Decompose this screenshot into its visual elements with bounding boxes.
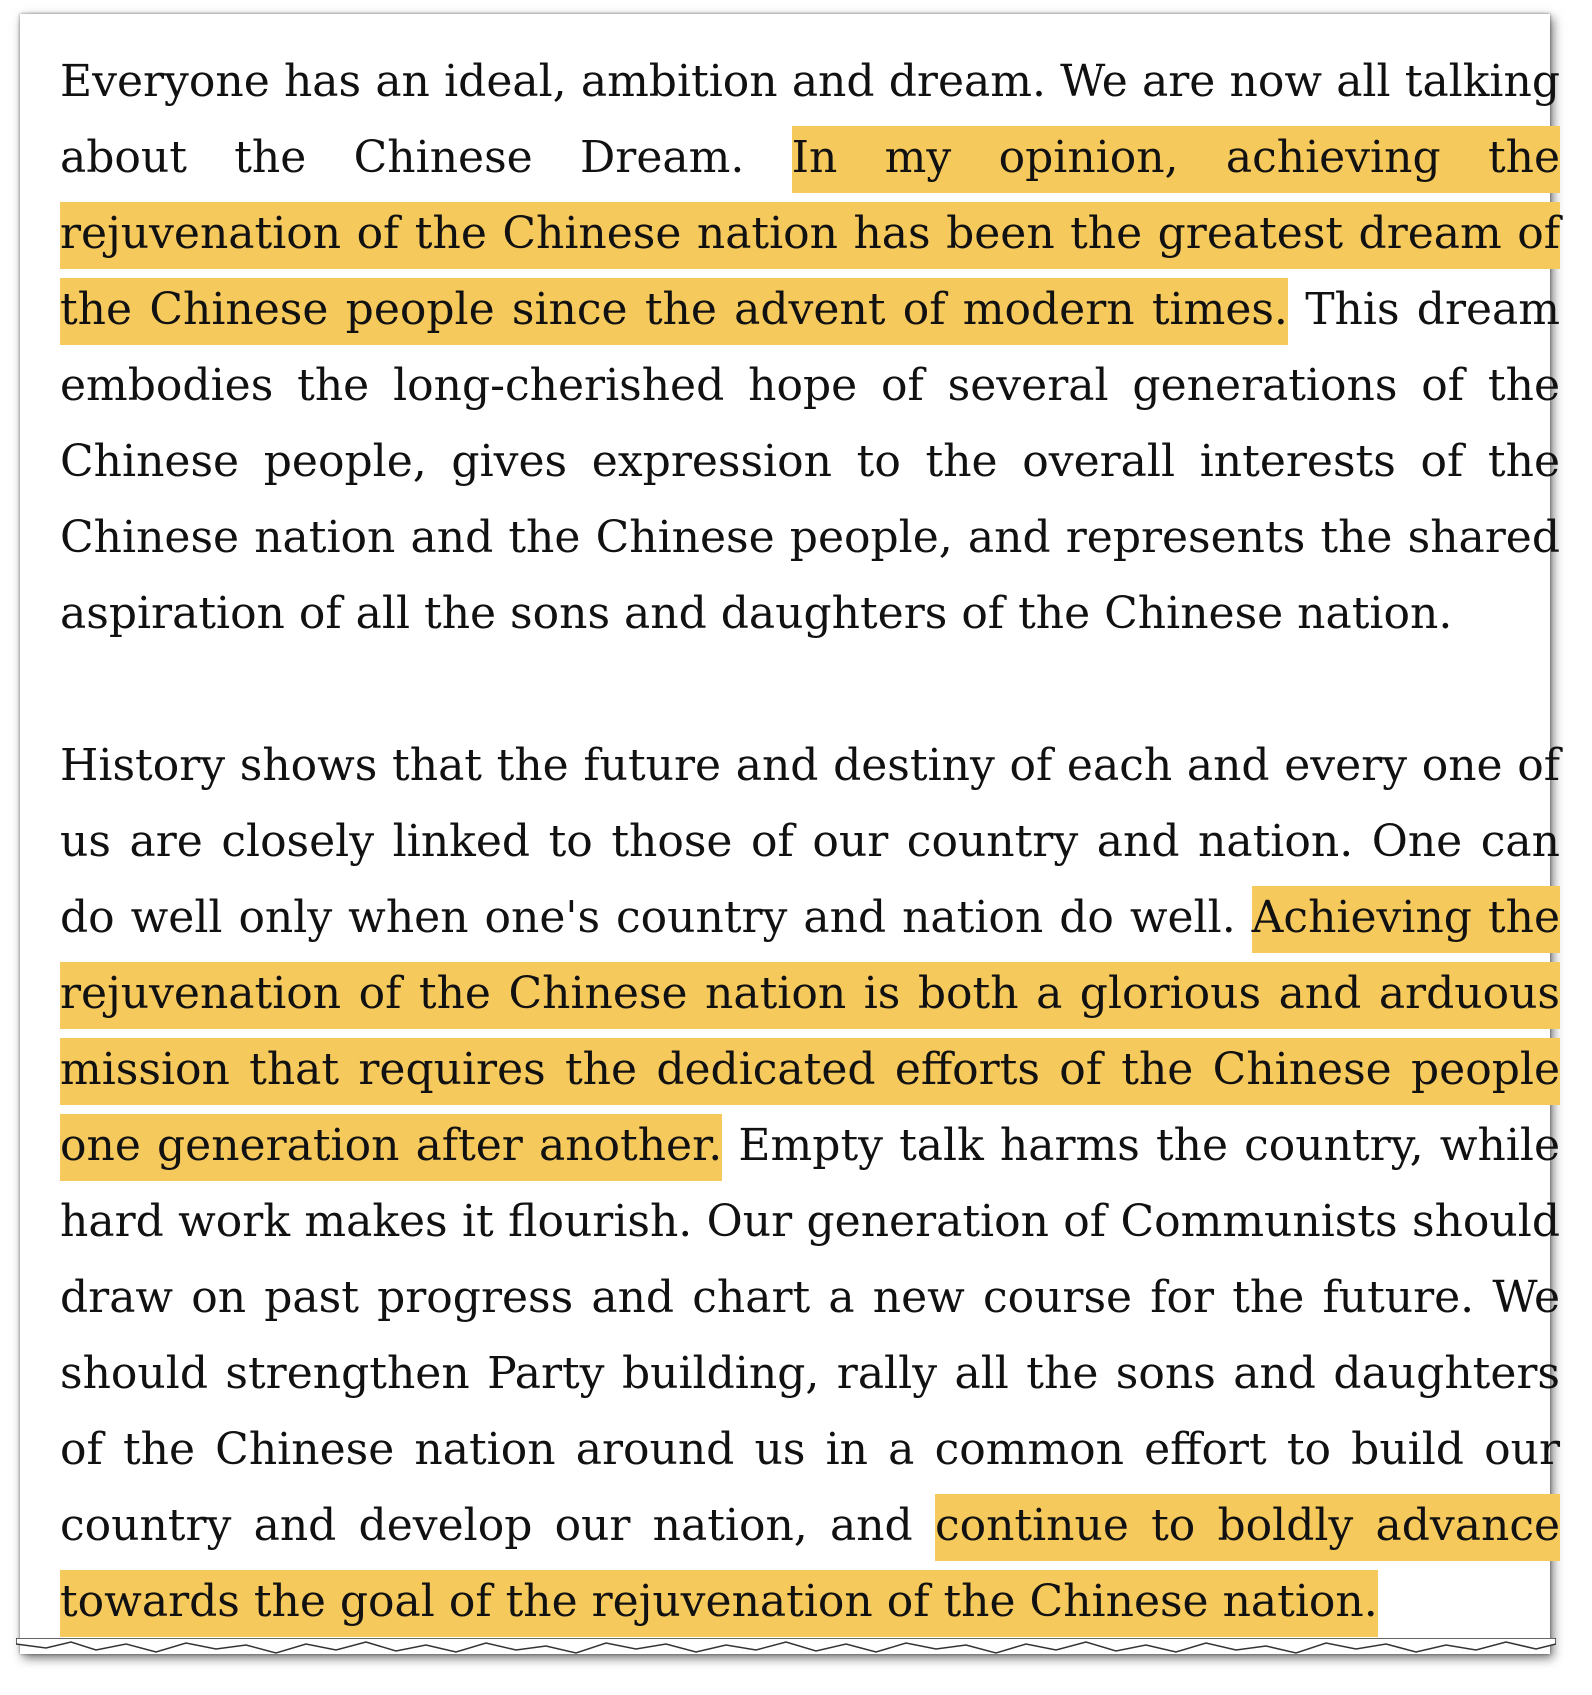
highlighted-passage-1: In my opinion, achieving the rejuvenation of the Chinese nation has been the greatest dream of the Chinese people since the advent of modern times. <box>60 126 1560 345</box>
highlighted-passage-2: Achieving the rejuvenation of the Chinese nation is both a glorious and arduous mission that requires the dedicated efforts of the Chinese people one generation after another. <box>60 886 1560 1181</box>
document-excerpt <box>20 14 1561 1654</box>
torn-edge <box>16 1638 1556 1678</box>
paragraph-1-segment-1: Everyone has an ideal, ambition and dream. We are now all talking about the Chinese Dream. <box>60 56 1560 183</box>
highlighted-passage-3: continue to boldly advance towards the goal of the rejuvenation of the Chinese nation. <box>60 1494 1560 1637</box>
excerpt-text <box>60 44 1560 1640</box>
paragraph-1-segment-3: This dream embodies the long-cherished hope of several generations of the Chinese people, gives expression to the overall interests of the Chinese nation and the Chinese people, and represents the shared aspiration of all the sons and daughters of the Chinese nation. <box>60 284 1561 639</box>
paragraph-2-segment-1: History shows that the future and destiny of each and every one of us are closely linked to those of our country and nation. One can do well only when one's country and nation do well. <box>60 740 1560 943</box>
paragraph-2 <box>60 728 1560 1640</box>
paragraph-1 <box>60 44 1560 652</box>
paragraph-2-segment-3: Empty talk harms the country, while hard work makes it flourish. Our generation of Communists should draw on past progress and chart a new course for the future. We should strengthen Party building, rally all the sons and daughters of the Chinese nation around us in a common effort to build our country and develop our nation, and <box>60 1120 1560 1551</box>
